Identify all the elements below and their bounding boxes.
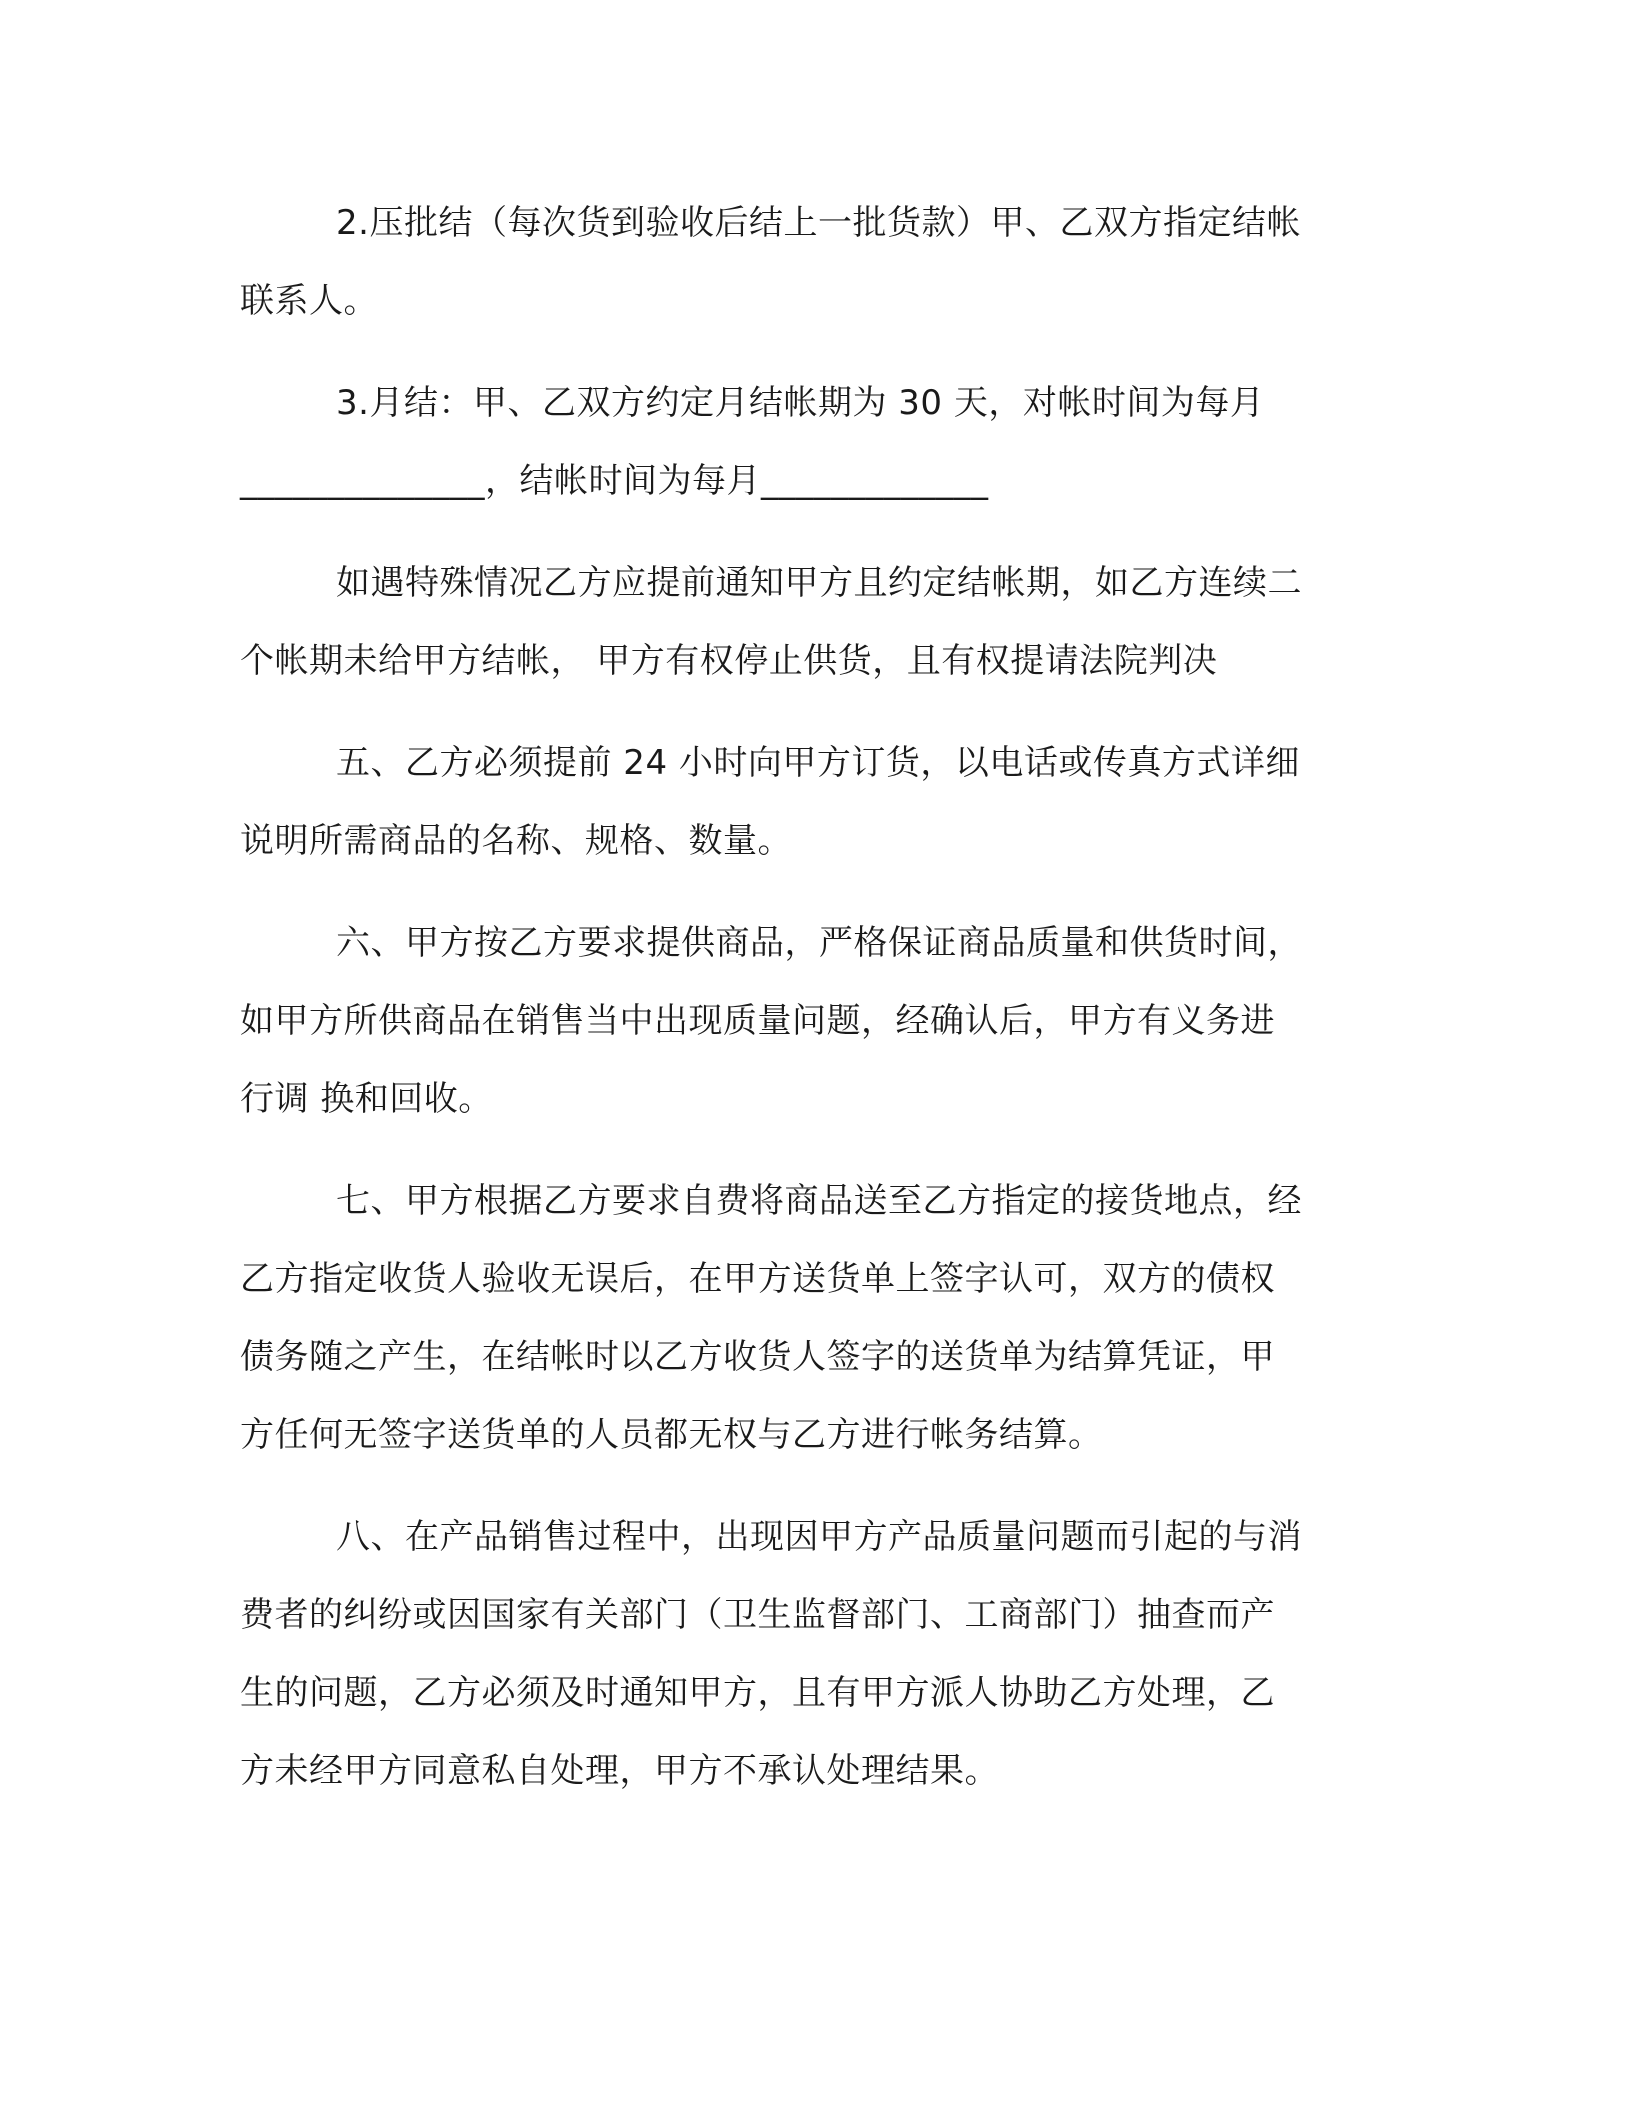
text-line: 债务随之产生，在结帐时以乙方收货人签字的送货单为结算凭证，甲 (240, 1337, 1275, 1377)
text-line: 八、在产品销售过程中，出现因甲方产品质量问题而引起的与消 (336, 1517, 1302, 1557)
clause-eight (240, 1498, 1380, 1810)
text-line: 七、甲方根据乙方要求自费将商品送至乙方指定的接货地点，经 (336, 1181, 1302, 1221)
text-line: 如遇特殊情况乙方应提前通知甲方且约定结帐期，如乙方连续二 (336, 563, 1302, 603)
text-line: 方任何无签字送货单的人员都无权与乙方进行帐务结算。 (240, 1415, 1103, 1455)
paragraph-special-circumstances (240, 544, 1380, 700)
text-line: 费者的纠纷或因国家有关部门（卫生监督部门、工商部门）抽查而产 (240, 1595, 1275, 1635)
paragraph-settlement-batch (240, 184, 1380, 340)
text-line: 个帐期未给甲方结帐， 甲方有权停止供货，且有权提请法院判决 (240, 641, 1218, 681)
text-line: 生的问题，乙方必须及时通知甲方，且有甲方派人协助乙方处理，乙 (240, 1673, 1275, 1713)
text-line: 联系人。 (240, 281, 378, 321)
text-line: 五、乙方必须提前 24 小时向甲方订货，以电话或传真方式详细 (336, 743, 1300, 783)
clause-five (240, 724, 1380, 880)
text-line: 如甲方所供商品在销售当中出现质量问题，经确认后，甲方有义务进 (240, 1001, 1275, 1041)
text-line: ______________，结帐时间为每月_____________ (240, 461, 989, 501)
text-line: 2.压批结（每次货到验收后结上一批货款）甲、乙双方指定结帐 (336, 203, 1301, 243)
text-line: 方未经甲方同意私自处理，甲方不承认处理结果。 (240, 1751, 999, 1791)
text-line: 行调 换和回收。 (240, 1079, 493, 1119)
text-line: 说明所需商品的名称、规格、数量。 (240, 821, 792, 861)
clause-seven (240, 1162, 1380, 1474)
text-line: 3.月结：甲、乙双方约定月结帐期为 30 天，对帐时间为每月 (336, 383, 1265, 423)
text-line: 六、甲方按乙方要求提供商品，严格保证商品质量和供货时间， (336, 923, 1302, 963)
text-line: 乙方指定收货人验收无误后，在甲方送货单上签字认可，双方的债权 (240, 1259, 1275, 1299)
clause-six (240, 904, 1380, 1138)
document-body (240, 184, 1380, 1834)
paragraph-settlement-monthly (240, 364, 1380, 520)
